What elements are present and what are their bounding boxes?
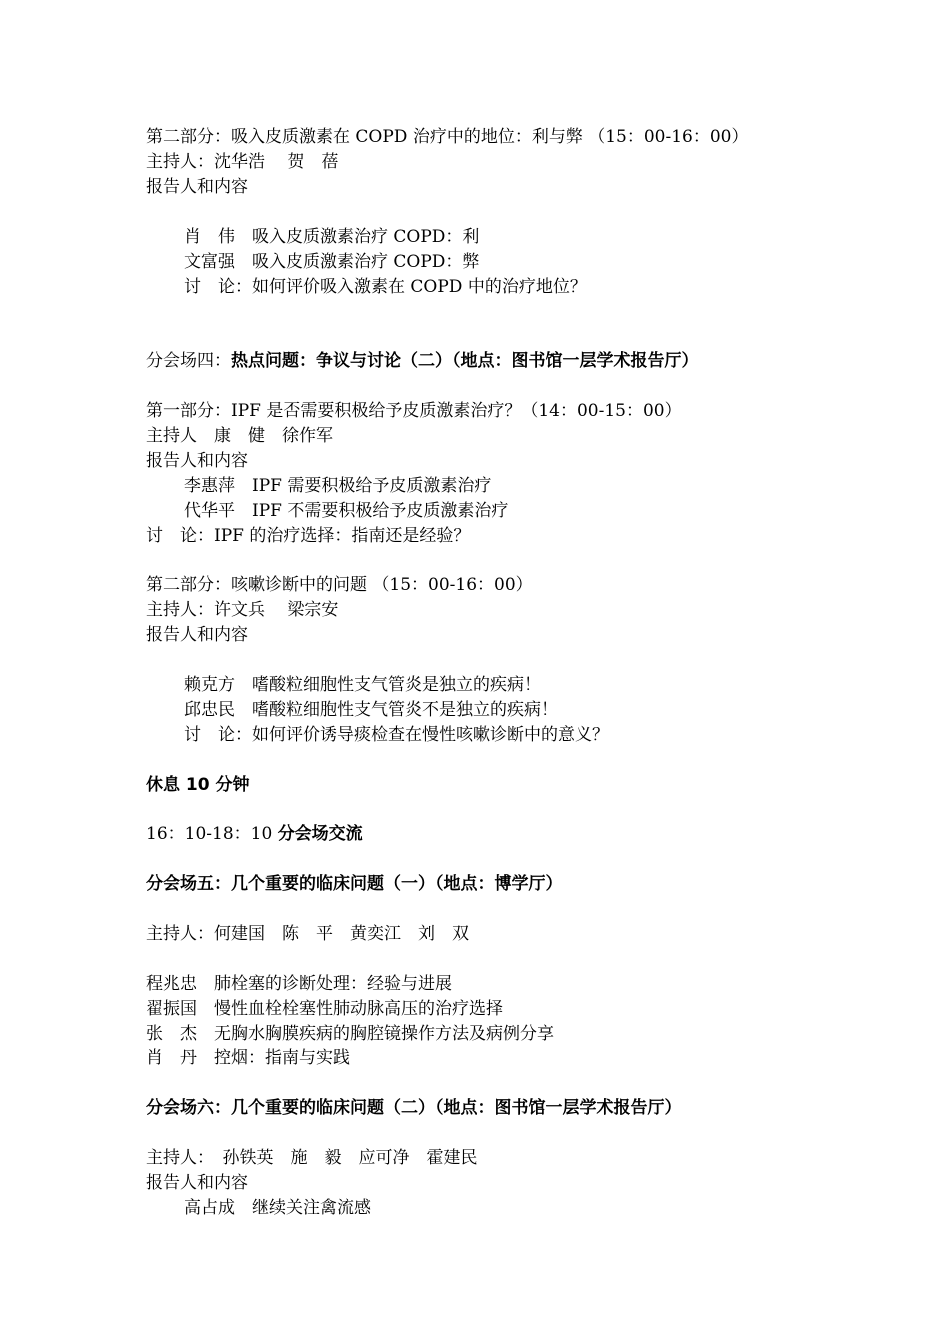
text-line — [146, 349, 699, 373]
text-line: 程兆忠 肺栓塞的诊断处理：经验与进展 — [146, 974, 452, 994]
text-line: 分会场五：几个重要的临床问题（一）（地点：博学厅） — [146, 874, 563, 894]
text-line: 讨 论：如何评价吸入激素在 COPD 中的治疗地位？ — [184, 277, 587, 297]
line-plain-part: 分会场四： — [146, 351, 231, 371]
text-line: 主持人：许文兵 梁宗安 — [146, 600, 339, 620]
text-line: 赖克方 嗜酸粒细胞性支气管炎是独立的疾病！ — [184, 675, 541, 695]
text-line: 主持人 康 健 徐作军 — [146, 426, 333, 446]
text-line: 主持人： 孙铁英 施 毅 应可净 霍建民 — [146, 1148, 478, 1168]
text-line: 肖 丹 控烟：指南与实践 — [146, 1048, 350, 1068]
text-line: 文富强 吸入皮质激素治疗 COPD：弊 — [184, 252, 480, 272]
text-line: 翟振国 慢性血栓栓塞性肺动脉高压的治疗选择 — [146, 999, 503, 1019]
text-line: 邱忠民 嗜酸粒细胞性支气管炎不是独立的疾病！ — [184, 700, 558, 720]
text-line: 第一部分：IPF 是否需要积极给予皮质激素治疗？（14：00-15：00） — [146, 401, 682, 421]
text-line: 主持人：沈华浩 贺 蓓 — [146, 152, 339, 172]
text-line: 报告人和内容 — [146, 1173, 248, 1193]
text-line: 高占成 继续关注禽流感 — [184, 1198, 371, 1218]
text-line: 肖 伟 吸入皮质激素治疗 COPD：利 — [184, 227, 480, 247]
text-line: 讨 论：IPF 的治疗选择：指南还是经验？ — [146, 526, 471, 546]
text-line: 报告人和内容 — [146, 177, 248, 197]
line-bold-part: 分会场交流 — [277, 824, 363, 844]
text-line: 代华平 IPF 不需要积极给予皮质激素治疗 — [184, 501, 509, 521]
text-line: 休息 10 分钟 — [146, 775, 250, 795]
text-line: 报告人和内容 — [146, 451, 248, 471]
text-line: 李惠萍 IPF 需要积极给予皮质激素治疗 — [184, 476, 492, 496]
text-line: 主持人：何建国 陈 平 黄奕江 刘 双 — [146, 924, 469, 944]
text-line: 第二部分：咳嗽诊断中的问题 （15：00-16：00） — [146, 575, 533, 595]
text-line: 讨 论：如何评价诱导痰检查在慢性咳嗽诊断中的意义？ — [184, 725, 609, 745]
line-bold-part: 热点问题：争议与讨论（二）（地点：图书馆一层学术报告厅） — [231, 351, 699, 371]
text-line: 分会场六：几个重要的临床问题（二）（地点：图书馆一层学术报告厅） — [146, 1098, 682, 1118]
line-plain-part: 16：10-18：10 — [146, 824, 278, 844]
text-line: 张 杰 无胸水胸膜疾病的胸腔镜操作方法及病例分享 — [146, 1024, 554, 1044]
text-line — [146, 822, 363, 846]
text-line: 第二部分：吸入皮质激素在 COPD 治疗中的地位：利与弊 （15：00-16：00） — [146, 127, 749, 147]
text-line: 报告人和内容 — [146, 625, 248, 645]
